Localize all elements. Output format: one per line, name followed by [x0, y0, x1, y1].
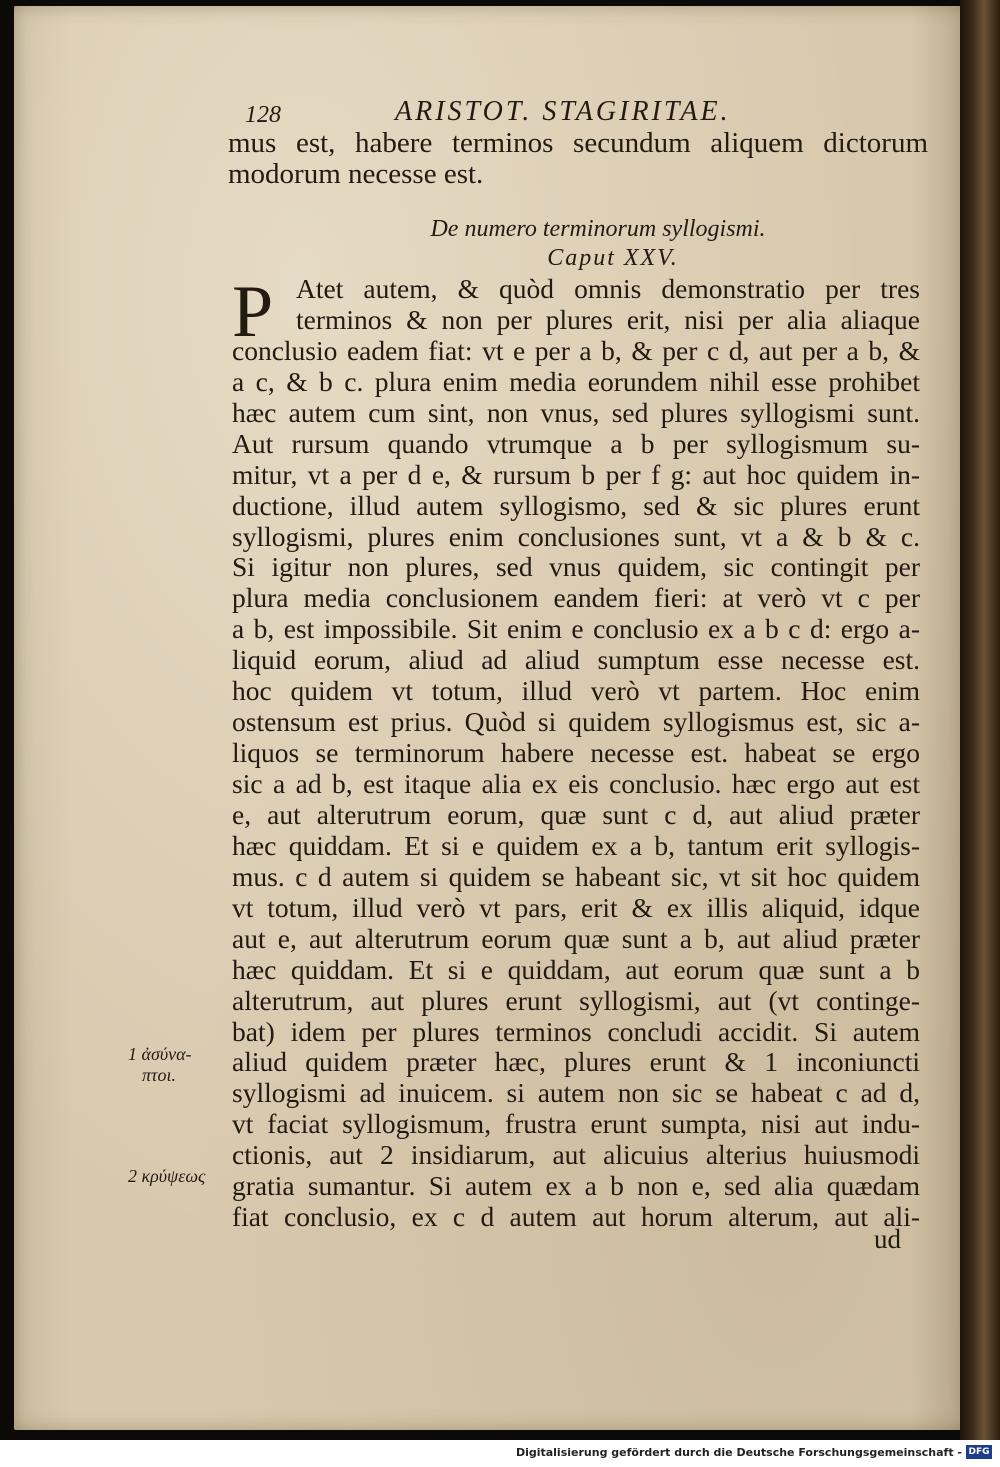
body-line: aliud quidem præter hæc, plures erunt & 1 inconiuncti: [232, 1046, 920, 1078]
body-line: sic a ad b, est itaque alia ex eis conclusio. hæc ergo aut est: [232, 768, 920, 799]
body-line: vt faciat syllogismum, frustra erunt sumpta, nisi aut indu-: [232, 1108, 920, 1140]
continuation-line: modorum necesse est.: [228, 158, 484, 191]
body-line: bat) idem per plures terminos concludi accidit. Si autem: [232, 1015, 920, 1047]
continuation-line: mus est, habere terminos secundum aliquem dictorum: [228, 127, 928, 159]
margin-note-1: [128, 1044, 192, 1086]
margin-note-2: [128, 1166, 205, 1187]
body-line: fiat conclusio, ex c d autem aut horum alterum, aut ali-: [232, 1201, 920, 1233]
body-line: a b, est impossibile. Sit enim e conclusio ex a b c d: ergo a-: [232, 613, 920, 645]
body-line: ctionis, aut 2 insidiarum, aut alicuius alterius huiusmodi: [232, 1139, 920, 1171]
chapter-title: De numero terminorum syllogismi.: [430, 216, 766, 242]
body-line: alterutrum, aut plures erunt syllogismi, aut (vt continge-: [232, 984, 920, 1016]
body-line: Atet autem, & quòd omnis demonstratio per tres: [296, 273, 920, 304]
body-line: a c, & b c. plura enim media eorundem nihil esse prohibet: [232, 365, 920, 397]
body-line: gratia sumantur. Si autem ex a b non e, sed alia quædam: [232, 1170, 920, 1202]
body-line: e, aut alterutrum eorum, quæ sunt c d, aut aliud præter: [232, 798, 920, 830]
body-line: ductione, illud autem syllogismo, sed & sic plures erunt: [232, 489, 920, 521]
body-line: syllogismi ad inuicem. si autem non sic se habeat c ad d,: [232, 1077, 920, 1109]
chapter-heading: [228, 214, 928, 272]
body-line: aut e, aut alterutrum eorum quæ sunt a b, aut aliud præter: [232, 922, 920, 954]
body-line: Aut rursum quando vtrumque a b per syllogismum su-: [232, 427, 920, 459]
chapter-number: Caput XXV.: [547, 245, 679, 271]
body-line: hæc quiddam. Et si e quidem ex a b, tantum erit syllogis-: [232, 829, 920, 861]
body-line: vt totum, illud verò vt pars, erit & ex illis aliquid, idque: [232, 891, 920, 923]
body-line: terminos & non per plures erit, nisi per alia aliaque: [296, 303, 920, 335]
body-line: mus. c d autem si quidem se habeant sic, vt sit hoc quidem: [232, 860, 920, 892]
body-line: conclusio eadem fiat: vt e per a b, & per c d, aut per a b, &: [232, 334, 920, 366]
body-line: liquid eorum, aliud ad aliud sumptum esse necesse est.: [232, 644, 920, 676]
body-line: hæc autem cum sint, non vnus, sed plures syllogismi sunt.: [232, 396, 920, 428]
running-title: ARISTOT. STAGIRITAE.: [395, 96, 731, 127]
margin-note-line: πτοι.: [142, 1065, 176, 1085]
book-edge: [960, 0, 1000, 1440]
body-line: hoc quidem vt totum, illud verò vt partem. Hoc enim: [232, 675, 920, 707]
funding-credit: Digitalisierung gefördert durch die Deutsche Forschungsgemeinschaft -: [515, 1446, 962, 1459]
page-number: 128: [245, 102, 281, 128]
body-line: liquos se terminorum habere necesse est. habeat se ergo: [232, 737, 920, 769]
body-line: syllogismi, plures enim conclusiones sunt, vt a & b & c.: [232, 520, 920, 552]
catchword: ud: [874, 1224, 901, 1254]
body-text: [232, 271, 920, 1233]
margin-note-line: 2 κρύψεως: [128, 1166, 206, 1186]
body-line: plura media conclusionem eandem fieri: at verò vt c per: [232, 582, 920, 614]
margin-note-line: 1 ἀσύνα-: [128, 1044, 192, 1064]
body-line: mitur, vt a per d e, & rursum b per f g: aut hoc quidem in-: [232, 458, 920, 490]
body-line: hæc quiddam. Et si e quiddam, aut eorum quæ sunt a b: [232, 953, 920, 985]
body-line: Si igitur non plures, sed vnus quidem, sic contingit per: [232, 551, 920, 583]
footer-bar: [0, 1440, 1000, 1467]
continuation-text: [228, 128, 928, 190]
body-line: ostensum est prius. Quòd si quidem syllogismus est, sic a-: [232, 706, 920, 738]
dfg-logo: DFG: [966, 1445, 992, 1459]
drop-cap: P: [232, 271, 274, 353]
